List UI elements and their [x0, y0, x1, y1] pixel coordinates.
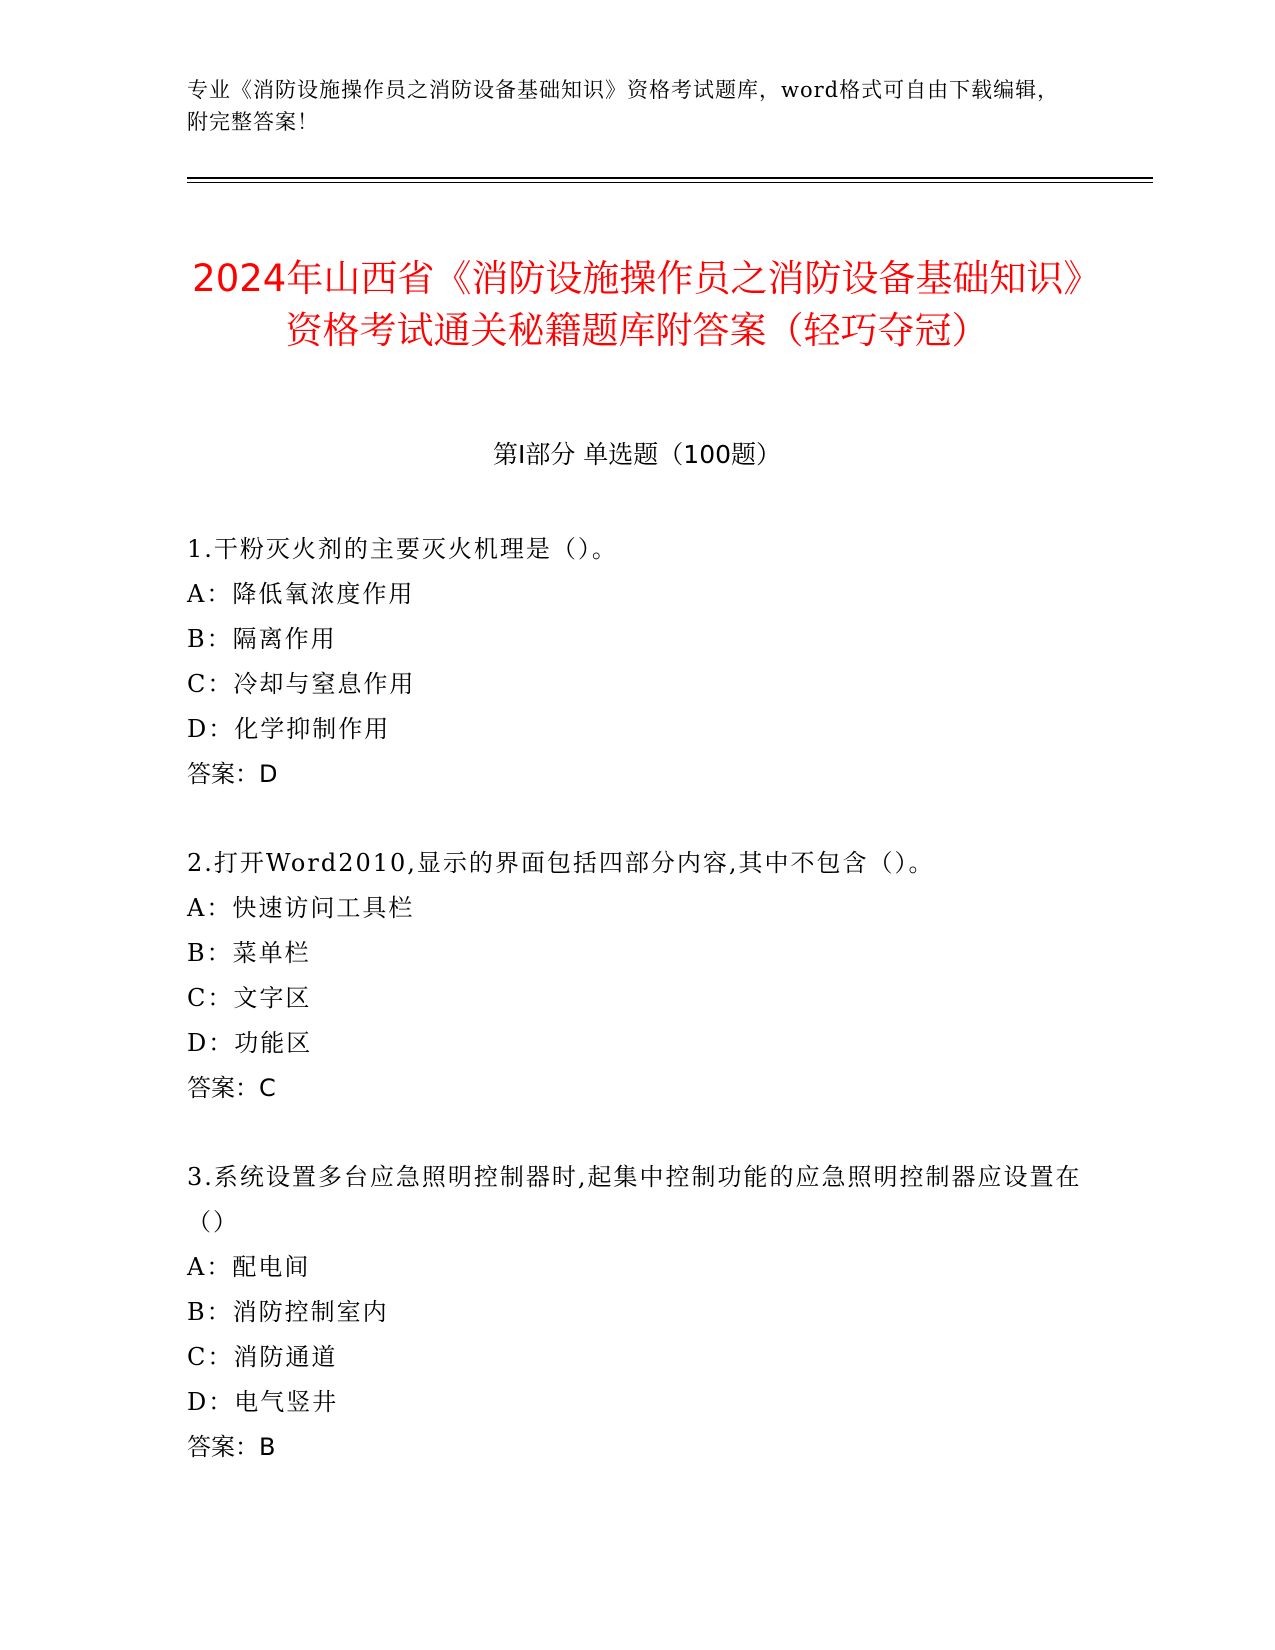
option-a: A：配电间	[187, 1253, 311, 1281]
option-a: A：降低氧浓度作用	[187, 580, 415, 608]
option-d: D：功能区	[187, 1029, 313, 1057]
question-list	[187, 527, 1087, 1514]
option-d: D：化学抑制作用	[187, 715, 391, 743]
document-title: 2024年山西省《消防设施操作员之消防设备基础知识》资格考试通关秘籍题库附答案（轻巧夺冠）	[192, 256, 1082, 352]
question-stem: 3.系统设置多台应急照明控制器时,起集中控制功能的应急照明控制器应设置在（）	[187, 1163, 1082, 1236]
option-d: D：电气竖井	[187, 1388, 339, 1416]
question-stem: 1.干粉灭火剂的主要灭火机理是（）。	[187, 535, 618, 563]
option-b: B：菜单栏	[187, 939, 311, 967]
header-divider-thin	[187, 182, 1153, 183]
question-stem: 2.打开Word2010,显示的界面包括四部分内容,其中不包含（）。	[187, 849, 935, 877]
option-c: C：文字区	[187, 984, 312, 1012]
header-note: 专业《消防设施操作员之消防设备基础知识》资格考试题库，word格式可自由下载编辑，附完整答案！	[187, 78, 1060, 134]
option-b: B：隔离作用	[187, 625, 337, 653]
question-answer: 答案：B	[187, 1433, 276, 1461]
question-answer: 答案：D	[187, 760, 278, 788]
question-1	[187, 527, 1087, 797]
question-answer: 答案：C	[187, 1074, 276, 1102]
section-title: 第I部分 单选题（100题）	[492, 440, 782, 469]
option-c: C：冷却与窒息作用	[187, 670, 416, 698]
question-3	[187, 1155, 1087, 1470]
option-b: B：消防控制室内	[187, 1298, 389, 1326]
header-divider-thick	[187, 177, 1153, 179]
option-c: C：消防通道	[187, 1343, 338, 1371]
question-2	[187, 841, 1087, 1111]
option-a: A：快速访问工具栏	[187, 894, 415, 922]
